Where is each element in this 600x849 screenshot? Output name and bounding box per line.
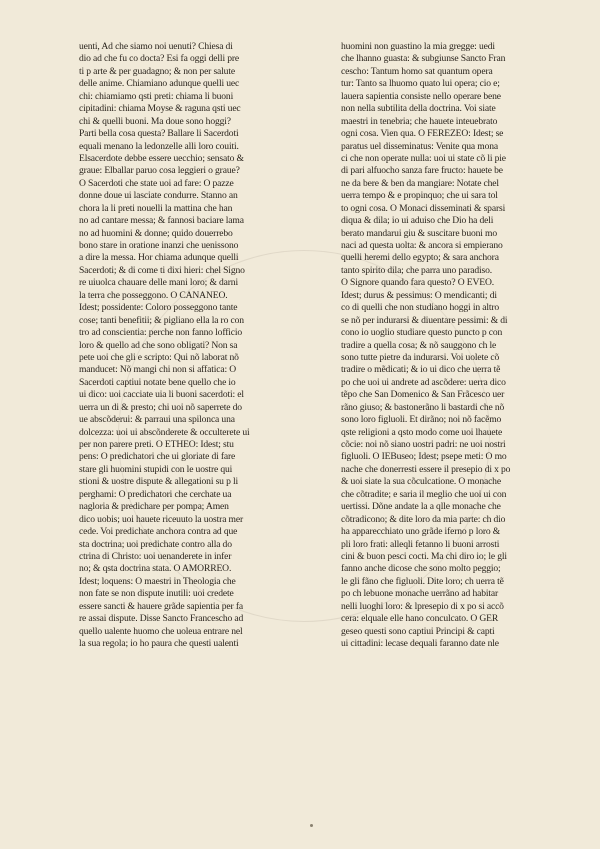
text-line: cono io uoglio studiare questo puncto p con — [341, 327, 503, 339]
text-line: cõtradicono; & dite loro da mia parte: ch dio — [341, 513, 506, 525]
text-line: ne da bere & ben da mangiare: Notate chel — [341, 177, 499, 189]
text-line: lauera sapientia consiste nello operare bene — [341, 90, 501, 102]
text-line: geseo questi sono captiui Principi & capti — [341, 625, 495, 637]
text-line: pete uoi che gli e scripto: Qui nõ laborat nõ — [79, 351, 239, 363]
text-line: quelli heremi dello egypto; & sara anchora — [341, 252, 499, 264]
right-column — [341, 41, 579, 650]
text-line: & uoi siate la sua cõculcatione. O monache — [341, 476, 501, 488]
text-line: che cõtradite; e saria il meglio che uoi ui con — [341, 488, 507, 500]
text-line: po che uoi ui andrete ad ascõdere: uerra dico — [341, 376, 506, 388]
text-line: O Sacerdoti che state uoi ad fare: O pazze — [79, 177, 234, 189]
text-line: no; & qsta doctrina stata. O AMORREO. — [79, 563, 232, 575]
text-line: delle anime. Chiamiano adunque quelli uec — [79, 78, 240, 90]
text-line: la sua regola; io ho paura che questi ualenti — [79, 638, 239, 649]
text-line: O Signore quando fara questo? O EVEO. — [341, 277, 494, 289]
text-line: non fate se non dispute inutili: uoi credete — [79, 588, 234, 600]
text-line: diqua & dila; io ui aduiso che Dio ha deli — [341, 215, 494, 227]
text-line: Idest; possidente: Coloro posseggono tante — [79, 302, 238, 314]
text-line: manducet: Nõ mangi chi non si affatica: O — [79, 364, 236, 376]
left-column — [79, 41, 317, 650]
text-line: donne doue ui lasciate condurre. Stanno an — [79, 190, 238, 202]
text-line: tur: Tanto sa lhuomo quato lui opera; cio e; — [341, 78, 500, 90]
text-line: tanto spirito dila; che parra uno paradiso. — [341, 264, 492, 276]
text-line: stare gli huomini stupidi con le uostre qui — [79, 463, 233, 475]
text-line: re assai dispute. Disse Sancto Francescho ad — [79, 613, 244, 625]
text-line: ue abscõderui: & parraui una spilonca una — [79, 414, 235, 426]
text-line: Sacerdoti; & di come ti dixi hieri: chel Signo — [79, 264, 245, 276]
text-line: figluoli. O IEBuseo; Idest; psepe meti: O mo — [341, 451, 507, 463]
text-line: tẽpo che San Domenico & San Frãcesco uer — [341, 389, 505, 401]
text-line: sta doctrina; uoi predichate contro alla do — [79, 538, 232, 550]
text-line: a dire la messa. Hor chiama adunque quelli — [79, 252, 239, 264]
text-line: uenti, Ad che siamo noi uenuti? Chiesa di — [79, 41, 233, 52]
text-line: ha apparecchiato uno grãde iferno p loro & — [341, 526, 501, 538]
text-line: rãno giuso; & bastonerãno li bastardi che nõ — [341, 401, 505, 413]
text-line: chora la li preti nouelli la mattina che han — [79, 202, 233, 214]
text-line: cini & buon pesci cocti. Ma chi diro io; le gli — [341, 550, 507, 562]
text-line: cipitadini: chiama Moyse & raguna qsti uec — [79, 103, 241, 115]
text-line: ti p arte & per guadagno; & non per salute — [79, 65, 235, 77]
text-line: perghami: O predichatori che cerchate ua — [79, 488, 232, 500]
text-line: chi: chiamiamo qsti preti: chiama li buoni — [79, 90, 234, 102]
text-line: ui cittadini: lecase dequali faranno date nle — [341, 638, 499, 649]
text-line: Parti bella cosa questa? Ballare li Sacerdoti — [79, 128, 239, 140]
text-line: ctrina di Christo: uoi uenanderete in infer — [79, 550, 232, 562]
text-line: sono loro figluoli. Et dirãno; noi nõ facẽmo — [341, 414, 502, 426]
text-line: tro ad conscientia: perche non fanno lofficio — [79, 327, 243, 339]
text-line: Sacerdoti captiui notate bene quello che io — [79, 376, 236, 388]
text-line: cose; tanti benefitii; & pigliano ella la ro con — [79, 314, 244, 326]
text-line: pens: O predichatori che ui gloriate di fare — [79, 451, 236, 463]
text-line: co di quelli che non studiano hoggi in altro — [341, 302, 500, 314]
text-line: pli loro frati: alleqli fetanno li buoni arrosti — [341, 538, 500, 550]
text-line: fanno anche dicose che sono molto peggio; — [341, 563, 501, 575]
text-line: ui dico: uoi cacciate uia li buoni sacerdoti: el — [79, 389, 244, 401]
text-line: le gli fãno che figluoli. Dite loro; ch uerra tẽ — [341, 575, 504, 587]
text-line: nache che donerresti essere il presepio di x po — [341, 463, 511, 475]
text-line: to ogni cosa. O Monaci disseminati & sparsi — [341, 202, 506, 214]
text-line: dio ad che fu co docta? Esi fa oggi delli pre — [79, 53, 240, 65]
text-line: uerra tempo & e propinquo; che ui sara tol — [341, 190, 498, 202]
text-line: berato mandarui giu & suscitare buoni mo — [341, 227, 497, 239]
text-line: Idest; loquens: O maestri in Theologia che — [79, 575, 236, 587]
text-line: loro & quello ad che sono obligati? Non sa — [79, 339, 238, 351]
text-line: naci ad questa uolta: & ancora si empierano — [341, 240, 503, 251]
text-line: maestri in tenebria; che hauete inteuebrato — [341, 115, 498, 127]
text-line: no ad huomini & donne; quido douerrebo — [79, 227, 233, 239]
text-line: graue: Elballar paruo cosa leggieri o graue? — [79, 165, 240, 177]
text-line: qste religioni a qsto modo come uoi lhauete — [341, 426, 503, 438]
text-line: nagloria & predichare per pompa; Amen — [79, 501, 229, 513]
text-line: la terra che posseggono. O CANANEO. — [79, 289, 228, 301]
text-line: tradire a quella cosa; & nõ sauggono ch le — [341, 339, 497, 351]
text-line: equali menano la ledonzelle alli loro couiti. — [79, 140, 239, 152]
text-line: paratus uel disseminatus: Venite qua mona — [341, 140, 498, 152]
text-line: Elsacerdote debbe essere uecchio; sensato & — [79, 152, 244, 164]
text-line: uertissi. Dõne andate la a qlle monache che — [341, 501, 501, 513]
text-line: po ch lebuone monache uerrãno ad habitar — [341, 588, 499, 600]
text-line: no ad cantare messa; & fannosi baciare lama — [79, 215, 244, 227]
text-line: cõcie: noi nõ siano uostri padri: ne uoi nostri — [341, 439, 506, 450]
text-line: cede. Voi predichate anchora contra ad que — [79, 526, 238, 538]
text-line: nelli luoghi loro: & lpresepio di x po si accõ — [341, 600, 504, 612]
text-line: non nella subtilita della doctrina. Voi siate — [341, 103, 496, 115]
text-line: re uiuolca chauare delle mani loro; & darni — [79, 277, 238, 289]
text-line: chi & quelli buoni. Ma doue sono hoggi? — [79, 115, 231, 127]
text-line: tradire o mẽdicati; & io ui dico che uerra tẽ — [341, 364, 501, 376]
text-line: bono stare in oratione inanzi che uenissono — [79, 240, 239, 251]
text-line: sono tutte pietre da indurarsi. Voi uolete cõ — [341, 351, 500, 363]
text-line: dolcezza: uoi ui abscõnderete & occulterete ui — [79, 426, 250, 438]
text-line: per non parere preti. O ETHEO: Idest; stu — [79, 439, 234, 450]
text-line: Idest; durus & pessimus: O mendicanti; di — [341, 289, 497, 301]
text-line: di pari alfuocho sanza fare fructo: hauete be — [341, 165, 503, 177]
text-line: che lhanno guasta: & subgiunse Sancto Fran — [341, 53, 506, 65]
text-line: essere sancti & hauere grãde sapientia per fa — [79, 600, 243, 612]
text-line: uerra un di & presto; chi uoi nõ saperrete do — [79, 401, 242, 413]
text-line: quello ualente huomo che uoleua entrare nel — [79, 625, 243, 637]
text-line: stioni & uostre dispute & allegationi su p li — [79, 476, 238, 488]
text-line: cera: elquale elle hano conculcato. O GER — [341, 613, 499, 625]
text-line: cescho: Tantum homo sat quantum opera — [341, 65, 493, 77]
text-line: ci che non operate nulla: uoi ui state cõ li pie — [341, 152, 506, 164]
text-line: dico uobis; uoi hauete riceuuto la uostra mer — [79, 513, 244, 525]
text-line: huomini non guastino la mia gregge: uedi — [341, 41, 495, 52]
text-line: se nõ per indurarsi & diuentare pessimi: & di — [341, 314, 508, 326]
page-speck — [310, 824, 313, 827]
text-line: ogni cosa. Vien qua. O FEREZEO: Idest; se — [341, 128, 504, 140]
